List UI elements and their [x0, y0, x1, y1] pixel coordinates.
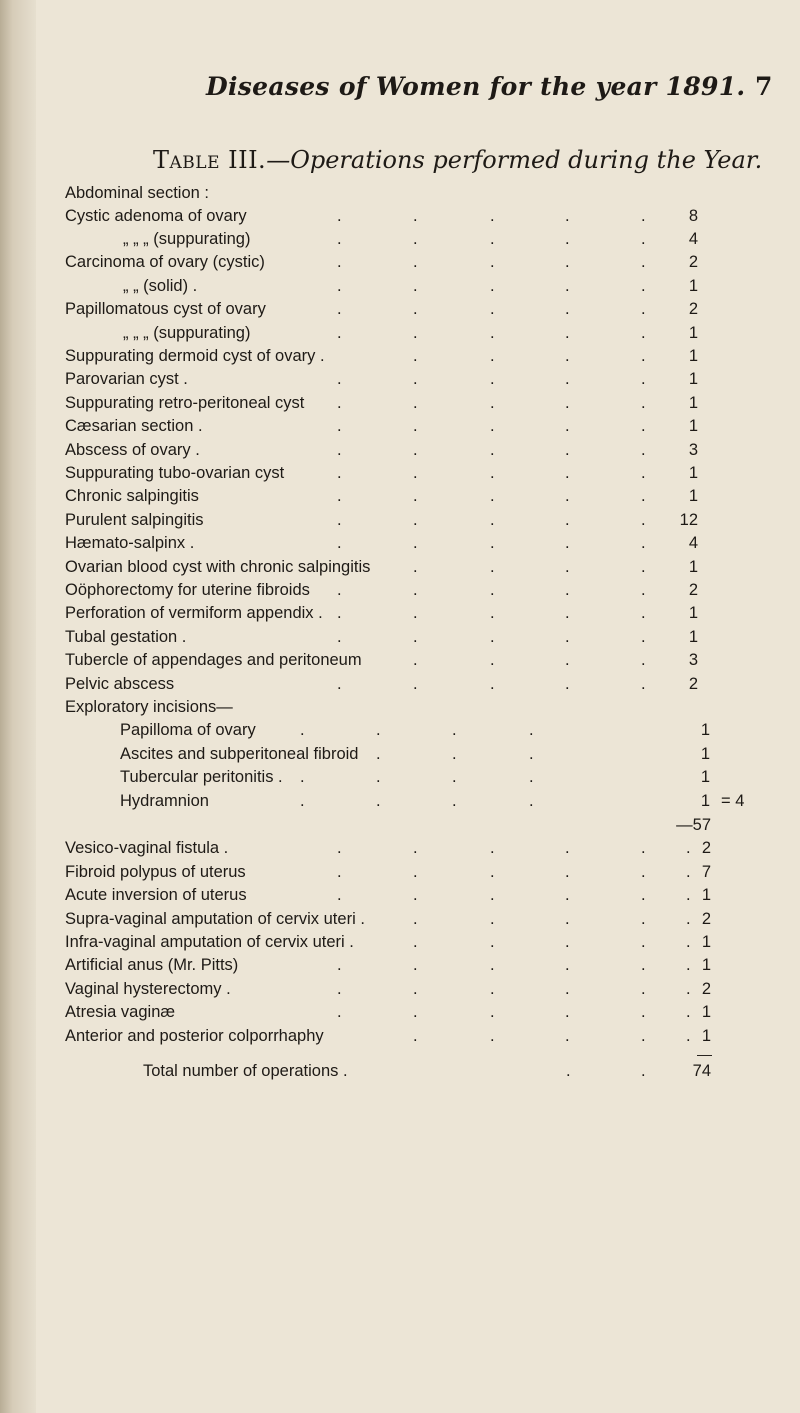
row-label: Ovarian blood cyst with chronic salpingitis — [65, 557, 371, 576]
leader-dot: . — [490, 229, 495, 248]
leader-dot: . — [337, 580, 342, 599]
other-operation-row — [36, 930, 800, 954]
leader-dot: . — [337, 487, 342, 506]
leader-dot: . — [490, 909, 495, 928]
leader-dot: . — [641, 300, 646, 319]
leader-dot: . — [337, 674, 342, 693]
leader-dot: . — [565, 932, 570, 951]
leader-dot: . — [641, 862, 646, 881]
leader-dot: . — [413, 300, 418, 319]
leader-dot: . — [413, 440, 418, 459]
leader-dot: . — [565, 206, 570, 225]
leader-dot: . — [565, 886, 570, 905]
leader-dot: . — [566, 1061, 571, 1080]
leader-dot: . — [565, 534, 570, 553]
leader-dot: . — [686, 862, 691, 881]
row-label: Suppurating tubo-ovarian cyst — [65, 463, 285, 482]
leader-dot: . — [413, 393, 418, 412]
abdominal-row — [36, 391, 800, 415]
other-operation-row — [36, 907, 800, 931]
row-label: Fibroid polypus of uterus — [65, 862, 246, 881]
row-label: Acute inversion of uterus — [65, 886, 247, 905]
row-label: Artificial anus (Mr. Pitts) — [65, 956, 239, 975]
leader-dot: . — [413, 346, 418, 365]
row-label: Hydramnion — [120, 791, 209, 810]
leader-dot: . — [641, 627, 646, 646]
row-label: Tubal gestation . — [65, 627, 187, 646]
leader-dot: . — [641, 557, 646, 576]
leader-dot: . — [490, 510, 495, 529]
leader-dot: . — [337, 979, 342, 998]
leader-dot: . — [641, 393, 646, 412]
exploratory-row — [36, 718, 800, 742]
other-operation-row — [36, 1000, 800, 1024]
leader-dot: . — [641, 253, 646, 272]
abdominal-row — [36, 672, 800, 696]
leader-dot: . — [641, 323, 646, 342]
leader-dot: . — [490, 557, 495, 576]
row-value: 1 — [701, 1003, 711, 1022]
leader-dot: . — [565, 979, 570, 998]
row-value: 1 — [701, 932, 711, 951]
leader-dot: . — [337, 417, 342, 436]
abdominal-row — [36, 321, 800, 345]
row-value: 1 — [688, 346, 698, 365]
abdominal-row — [36, 204, 800, 228]
leader-dot: . — [565, 346, 570, 365]
leader-dot: . — [565, 276, 570, 295]
leader-dot: . — [686, 979, 691, 998]
leader-dot: . — [490, 627, 495, 646]
leader-dot: . — [337, 393, 342, 412]
leader-dot: . — [337, 229, 342, 248]
leader-dot: . — [565, 393, 570, 412]
leader-dot: . — [413, 510, 418, 529]
running-header-title: Diseases of Women for the year 1891. — [206, 72, 746, 101]
leader-dot: . — [413, 909, 418, 928]
leader-dot: . — [686, 886, 691, 905]
row-value: 1 — [700, 791, 710, 810]
row-label: Carcinoma of ovary (cystic) — [65, 253, 265, 272]
leader-dot: . — [413, 370, 418, 389]
row-value: 1 — [688, 393, 698, 412]
leader-dot: . — [686, 1003, 691, 1022]
leader-dot: . — [565, 1026, 570, 1045]
leader-dot: . — [490, 253, 495, 272]
row-label: Papilloma of ovary — [120, 721, 256, 740]
leader-dot: . — [641, 417, 646, 436]
row-label: Pelvic abscess — [65, 674, 175, 693]
row-label: Cystic adenoma of ovary — [65, 206, 247, 225]
leader-dot: . — [337, 370, 342, 389]
row-value: 1 — [701, 956, 711, 975]
table-label: Table III. — [153, 146, 267, 174]
leader-dot: . — [490, 300, 495, 319]
leader-dot: . — [490, 604, 495, 623]
row-value: 2 — [701, 979, 711, 998]
leader-dot: . — [413, 886, 418, 905]
row-value: 4 — [688, 229, 698, 248]
abdominal-row — [36, 250, 800, 274]
row-value: 1 — [688, 463, 698, 482]
leader-dot: . — [641, 932, 646, 951]
other-operation-row — [36, 977, 800, 1001]
leader-dot: . — [686, 932, 691, 951]
leader-dot: . — [641, 1003, 646, 1022]
abdominal-row — [36, 508, 800, 532]
row-label: Oöphorectomy for uterine fibroids — [65, 580, 310, 599]
abdominal-row — [36, 531, 800, 555]
abdominal-row — [36, 227, 800, 251]
row-value: 1 — [688, 417, 698, 436]
leader-dot: . — [376, 791, 381, 810]
row-value: 1 — [688, 276, 698, 295]
leader-dot: . — [413, 979, 418, 998]
leader-dot: . — [641, 229, 646, 248]
leader-dot: . — [641, 510, 646, 529]
leader-dot: . — [565, 839, 570, 858]
leader-dot: . — [490, 674, 495, 693]
abdominal-row — [36, 344, 800, 368]
leader-dot: . — [337, 604, 342, 623]
row-label: Tubercle of appendages and peritoneum — [65, 651, 362, 670]
leader-dot: . — [529, 791, 534, 810]
leader-dot: . — [641, 674, 646, 693]
leader-dot: . — [490, 534, 495, 553]
leader-dot: . — [490, 979, 495, 998]
page-number: 7 — [755, 72, 773, 101]
row-label: Suppurating dermoid cyst of ovary . — [65, 346, 325, 365]
leader-dot: . — [641, 580, 646, 599]
leader-dot: . — [413, 862, 418, 881]
grand-total-value: 74 — [692, 1061, 711, 1080]
leader-dot: . — [565, 323, 570, 342]
grand-total-row — [36, 1059, 800, 1083]
exploratory-row — [36, 789, 800, 813]
leader-dot: . — [337, 839, 342, 858]
abdominal-row — [36, 601, 800, 625]
leader-dot: . — [413, 253, 418, 272]
leader-dot: . — [565, 229, 570, 248]
leader-dot: . — [490, 580, 495, 599]
abdominal-row — [36, 625, 800, 649]
abdominal-row — [36, 648, 800, 672]
row-value: 7 — [701, 862, 711, 881]
leader-dot: . — [300, 721, 305, 740]
leader-dot: . — [565, 1003, 570, 1022]
abdominal-row — [36, 555, 800, 579]
leader-dot: . — [641, 1061, 646, 1080]
row-value: 1 — [688, 370, 698, 389]
abdominal-row — [36, 461, 800, 485]
leader-dot: . — [641, 604, 646, 623]
leader-dot: . — [452, 744, 457, 763]
page-binding-edge — [0, 0, 36, 1413]
abdominal-row — [36, 297, 800, 321]
leader-dot: . — [641, 206, 646, 225]
row-value: 1 — [688, 627, 698, 646]
row-value: 1 — [688, 604, 698, 623]
grand-total-label: Total number of operations . — [143, 1061, 348, 1080]
leader-dot: . — [686, 839, 691, 858]
row-value: 2 — [701, 909, 711, 928]
leader-dot: . — [337, 323, 342, 342]
leader-dot: . — [300, 791, 305, 810]
leader-dot: . — [641, 487, 646, 506]
row-label: Parovarian cyst . — [65, 370, 188, 389]
row-label: Abscess of ovary . — [65, 440, 200, 459]
leader-dot: . — [565, 862, 570, 881]
leader-dot: . — [337, 956, 342, 975]
row-value: 1 — [688, 323, 698, 342]
row-value: 1 — [701, 886, 711, 905]
section-heading-label: Abdominal section : — [65, 184, 209, 202]
leader-dot: . — [490, 956, 495, 975]
leader-dot: . — [490, 417, 495, 436]
row-value: 1 — [700, 768, 710, 787]
row-value: 1 — [688, 557, 698, 576]
row-label: Cæsarian section . — [65, 417, 203, 436]
row-value: 3 — [688, 651, 698, 670]
abdominal-row — [36, 367, 800, 391]
row-value: 2 — [688, 300, 698, 319]
leader-dot: . — [337, 862, 342, 881]
leader-dot: . — [490, 886, 495, 905]
abdominal-row — [36, 484, 800, 508]
other-operation-row — [36, 883, 800, 907]
row-value: 2 — [701, 839, 711, 858]
leader-dot: . — [490, 206, 495, 225]
leader-dot: . — [565, 510, 570, 529]
leader-dot: . — [490, 862, 495, 881]
leader-dot: . — [300, 768, 305, 787]
other-operation-row — [36, 953, 800, 977]
leader-dot: . — [490, 346, 495, 365]
leader-dot: . — [413, 839, 418, 858]
leader-dot: . — [686, 1026, 691, 1045]
row-label: Anterior and posterior colporrhaphy — [65, 1026, 324, 1045]
leader-dot: . — [490, 463, 495, 482]
row-label: „ „ (solid) . — [123, 276, 198, 295]
abdominal-row — [36, 274, 800, 298]
leader-dot: . — [641, 979, 646, 998]
leader-dot: . — [490, 932, 495, 951]
leader-dot: . — [413, 580, 418, 599]
leader-dot: . — [641, 463, 646, 482]
leader-dot: . — [565, 440, 570, 459]
other-operation-row — [36, 1024, 800, 1048]
leader-dot: . — [565, 300, 570, 319]
table-caption: —Operations performed during the Year. — [266, 146, 763, 174]
leader-dot: . — [337, 276, 342, 295]
leader-dot: . — [529, 721, 534, 740]
leader-dot: . — [641, 346, 646, 365]
other-operation-row — [36, 860, 800, 884]
leader-dot: . — [337, 463, 342, 482]
row-label: Tubercular peritonitis . — [120, 768, 283, 787]
row-value: 1 — [688, 487, 698, 506]
leader-dot: . — [337, 253, 342, 272]
leader-dot: . — [686, 909, 691, 928]
leader-dot: . — [490, 276, 495, 295]
leader-dot: . — [413, 323, 418, 342]
leader-dot: . — [641, 886, 646, 905]
leader-dot: . — [337, 510, 342, 529]
row-value: 8 — [688, 206, 698, 225]
leader-dot: . — [490, 323, 495, 342]
leader-dot: . — [376, 768, 381, 787]
leader-dot: . — [452, 721, 457, 740]
leader-dot: . — [565, 909, 570, 928]
row-label: Vesico-vaginal fistula . — [65, 839, 229, 858]
leader-dot: . — [337, 886, 342, 905]
leader-dot: . — [565, 370, 570, 389]
row-label: „ „ „ (suppurating) — [123, 229, 251, 248]
row-value: 4 — [688, 534, 698, 553]
row-value: 1 — [701, 1026, 711, 1045]
row-label: „ „ „ (suppurating) — [123, 323, 251, 342]
leader-dot: . — [413, 627, 418, 646]
leader-dot: . — [413, 206, 418, 225]
leader-dot: . — [490, 1003, 495, 1022]
leader-dot: . — [490, 393, 495, 412]
leader-dot: . — [413, 557, 418, 576]
leader-dot: . — [565, 487, 570, 506]
leader-dot: . — [641, 440, 646, 459]
leader-dot: . — [565, 417, 570, 436]
leader-dot: . — [565, 674, 570, 693]
leader-dot: . — [641, 1026, 646, 1045]
leader-dot: . — [337, 534, 342, 553]
row-label: Atresia vaginæ — [65, 1003, 176, 1022]
abdominal-total: —57 — [676, 815, 711, 834]
leader-dot: . — [565, 651, 570, 670]
leader-dot: . — [413, 674, 418, 693]
leader-dot: . — [337, 300, 342, 319]
leader-dot: . — [413, 534, 418, 553]
row-label: Vaginal hysterectomy . — [65, 979, 231, 998]
leader-dot: . — [490, 651, 495, 670]
row-label: Ascites and subperitoneal fibroid — [120, 744, 359, 763]
leader-dot: . — [413, 956, 418, 975]
leader-dot: . — [413, 1026, 418, 1045]
leader-dot: . — [337, 440, 342, 459]
abdominal-row — [36, 578, 800, 602]
row-label: Supra-vaginal amputation of cervix uteri . — [65, 909, 365, 928]
leader-dot: . — [413, 1003, 418, 1022]
row-value: 3 — [688, 440, 698, 459]
leader-dot: . — [565, 557, 570, 576]
leader-dot: . — [337, 206, 342, 225]
leader-dot: . — [452, 768, 457, 787]
leader-dot: . — [376, 721, 381, 740]
leader-dot: . — [565, 604, 570, 623]
leader-dot: . — [490, 487, 495, 506]
row-label: Chronic salpingitis — [65, 487, 199, 506]
leader-dot: . — [565, 627, 570, 646]
leader-dot: . — [641, 370, 646, 389]
leader-dot: . — [413, 417, 418, 436]
row-value: 1 — [700, 744, 710, 763]
leader-dot: . — [490, 440, 495, 459]
row-value: 2 — [688, 580, 698, 599]
row-label: Perforation of vermiform appendix . — [65, 604, 323, 623]
row-label: Suppurating retro-peritoneal cyst — [65, 393, 305, 412]
leader-dot: . — [565, 956, 570, 975]
row-label: Purulent salpingitis — [65, 510, 204, 529]
row-label: Hæmato-salpinx . — [65, 534, 195, 553]
leader-dot: . — [413, 932, 418, 951]
exploratory-row — [36, 765, 800, 789]
leader-dot: . — [376, 744, 381, 763]
row-label: Infra-vaginal amputation of cervix uteri . — [65, 932, 354, 951]
leader-dot: . — [641, 909, 646, 928]
leader-dot: . — [565, 463, 570, 482]
leader-dot: . — [490, 839, 495, 858]
leader-dot: . — [413, 487, 418, 506]
leader-dot: . — [337, 1003, 342, 1022]
leader-dot: . — [529, 768, 534, 787]
leader-dot: . — [490, 370, 495, 389]
leader-dot: . — [686, 956, 691, 975]
leader-dot: . — [641, 651, 646, 670]
other-operation-row — [36, 836, 800, 860]
leader-dot: . — [641, 956, 646, 975]
leader-dot: . — [413, 276, 418, 295]
leader-dot: . — [413, 229, 418, 248]
exploratory-subtotal: = 4 — [721, 791, 745, 810]
row-label: Papillomatous cyst of ovary — [65, 300, 266, 319]
abdominal-row — [36, 414, 800, 438]
row-value: 2 — [688, 253, 698, 272]
row-value: 12 — [679, 510, 698, 529]
leader-dot: . — [565, 253, 570, 272]
abdominal-total-row — [36, 813, 800, 837]
leader-dot: . — [413, 651, 418, 670]
leader-dot: . — [565, 580, 570, 599]
leader-dot: . — [490, 1026, 495, 1045]
total-rule — [697, 1055, 712, 1057]
row-value: 1 — [700, 721, 710, 740]
abdominal-row — [36, 438, 800, 462]
book-page — [36, 0, 800, 1413]
leader-dot: . — [413, 463, 418, 482]
leader-dot: . — [641, 839, 646, 858]
exploratory-row — [36, 742, 800, 766]
leader-dot: . — [641, 276, 646, 295]
row-value: 2 — [688, 674, 698, 693]
leader-dot: . — [337, 627, 342, 646]
operations-table — [36, 0, 800, 1413]
exploratory-heading-label: Exploratory incisions— — [65, 697, 233, 716]
leader-dot: . — [529, 744, 534, 763]
leader-dot: . — [413, 604, 418, 623]
leader-dot: . — [641, 534, 646, 553]
leader-dot: . — [452, 791, 457, 810]
